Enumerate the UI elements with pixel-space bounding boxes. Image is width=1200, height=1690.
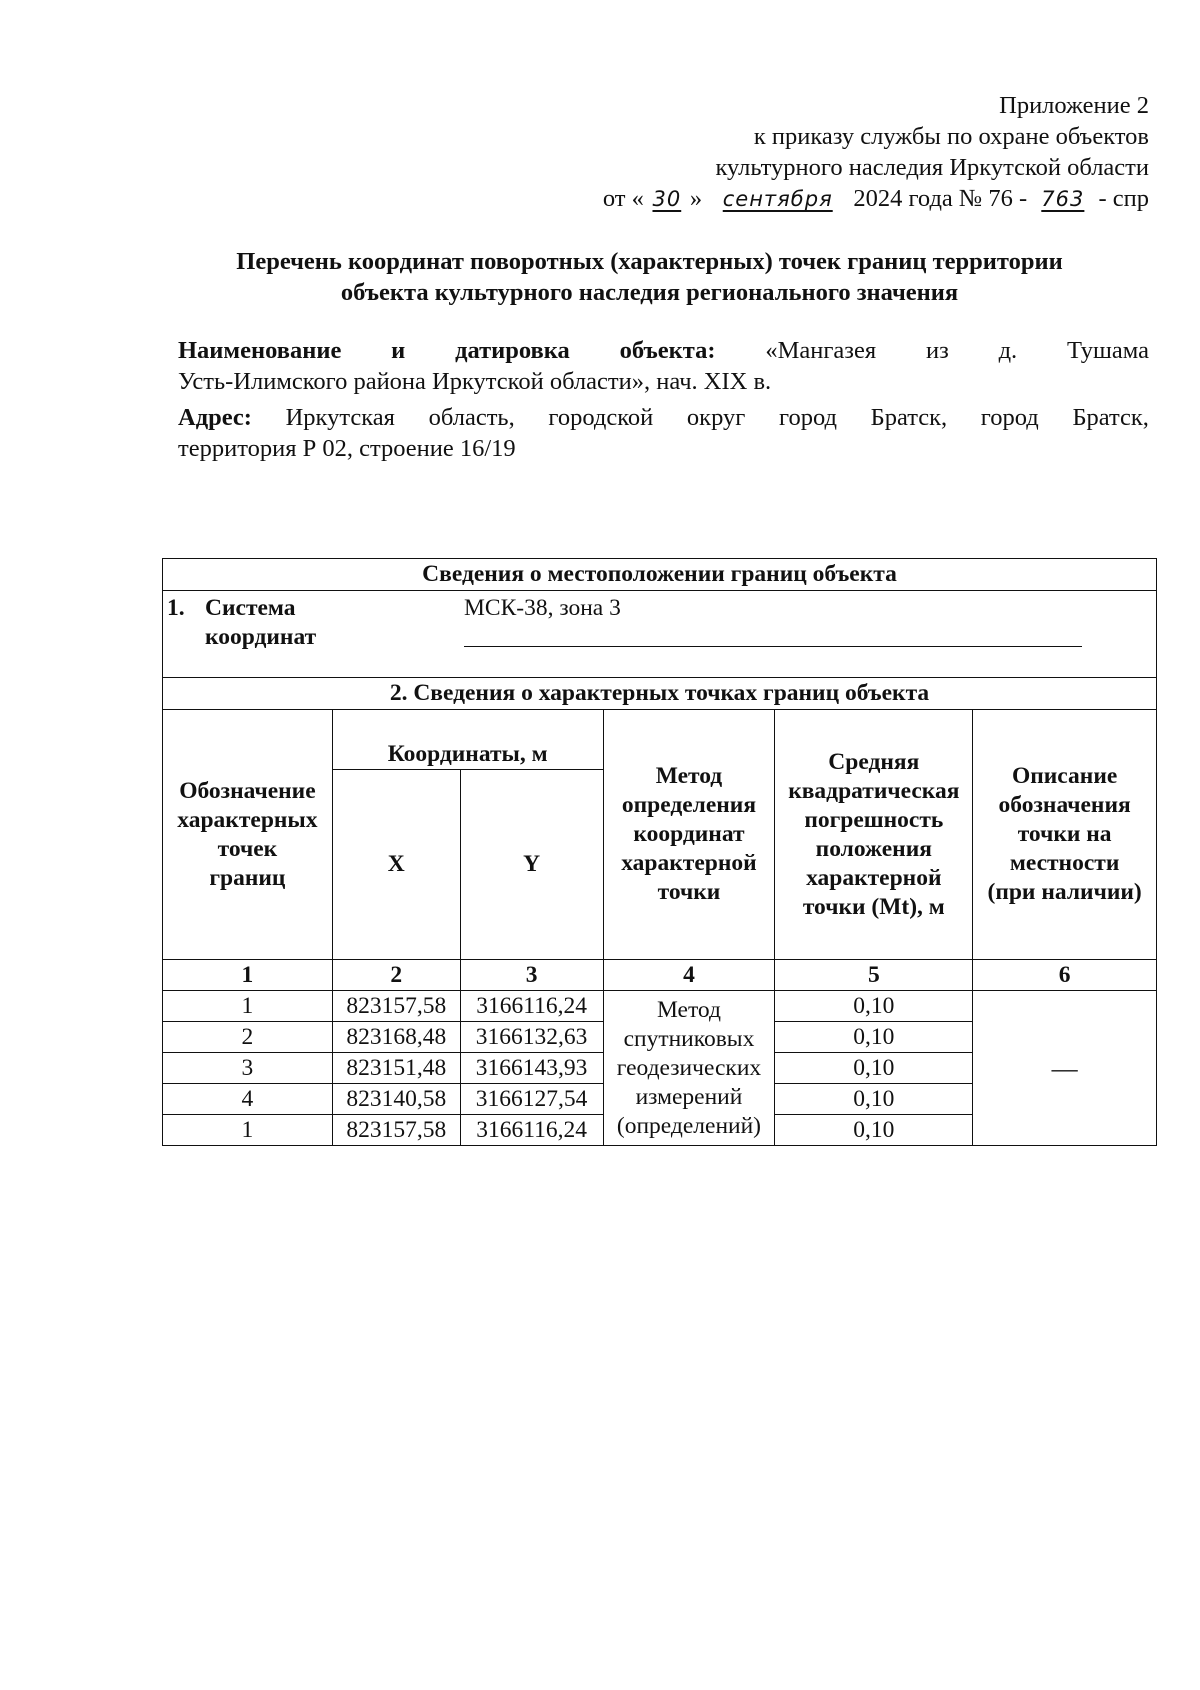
address-line-1: Адрес: Иркутская область, городской округ город Братск, город Братск, (178, 404, 1149, 431)
address-label: Адрес: (178, 404, 252, 431)
appendix-line-order: к приказу службы по охране объектов (753, 123, 1149, 150)
col-header-error: Средняя квадратическая погрешность положения характерной точки (Mt), м (775, 710, 973, 960)
mt-value: 0,10 (775, 1053, 973, 1084)
section-title: Сведения о местоположении границ объекта (163, 559, 1157, 591)
coord-y: 3166132,63 (460, 1022, 603, 1053)
point-id: 3 (163, 1053, 333, 1084)
handwritten-order-number: 763 (1041, 187, 1085, 211)
coordinate-system-value: МСК-38, зона 3 (464, 595, 621, 621)
points-title-row (163, 678, 1157, 710)
col-number: 3 (460, 960, 603, 991)
appendix-title: Приложение 2 (999, 92, 1149, 119)
table-row (163, 991, 1157, 1022)
coordinates-table (162, 558, 1157, 1146)
coord-x: 823140,58 (332, 1084, 460, 1115)
mt-value: 0,10 (775, 1115, 973, 1146)
coord-y: 3166127,54 (460, 1084, 603, 1115)
mt-value: 0,10 (775, 1084, 973, 1115)
object-name-paragraph (178, 335, 1149, 397)
col-number: 1 (163, 960, 333, 991)
appendix-date-line: от « 30 » сентября 2024 года № 76 - 763 - спр (603, 183, 1149, 215)
description-cell: — (973, 991, 1157, 1146)
col-number: 6 (973, 960, 1157, 991)
col-header-description: Описание обозначения точки на местности (при наличии) (973, 710, 1157, 960)
col-number: 2 (332, 960, 460, 991)
coordinate-system-number: 1. (167, 595, 185, 621)
coord-x: 823151,48 (332, 1053, 460, 1084)
point-id: 2 (163, 1022, 333, 1053)
address-line-2: территория Р 02, строение 16/19 (178, 435, 516, 462)
mt-value: 0,10 (775, 991, 973, 1022)
title-line-1: Перечень координат поворотных (характерных) точек границ территории (236, 248, 1063, 275)
coord-y: 3166143,93 (460, 1053, 603, 1084)
coordinate-system-row (163, 591, 1157, 678)
point-id: 4 (163, 1084, 333, 1115)
points-title: 2. Сведения о характерных точках границ объекта (163, 678, 1157, 710)
column-numbers-row (163, 960, 1157, 991)
method-cell: Метод спутниковых геодезических измерений (определений) (603, 991, 775, 1146)
point-id: 1 (163, 1115, 333, 1146)
object-name-line-1: Наименование и датировка объекта: «Мангазея из д. Тушама (178, 337, 1149, 364)
handwritten-day: 30 (652, 187, 682, 211)
coordinate-system-label: Система координат (205, 595, 317, 650)
document-title (150, 246, 1149, 308)
object-info (178, 335, 1149, 469)
col-header-coordinates: Координаты, м (332, 710, 603, 770)
appendix-header (603, 90, 1149, 215)
col-header-y: Y (460, 770, 603, 960)
col-header-x: X (332, 770, 460, 960)
point-id: 1 (163, 991, 333, 1022)
appendix-line-service: культурного наследия Иркутской области (715, 154, 1149, 181)
coord-x: 823168,48 (332, 1022, 460, 1053)
coordinate-system-underline (464, 646, 1082, 647)
coord-y: 3166116,24 (460, 1115, 603, 1146)
section-title-row (163, 559, 1157, 591)
handwritten-month: сентября (722, 187, 833, 211)
address-paragraph (178, 402, 1149, 464)
title-line-2: объекта культурного наследия регионального значения (340, 279, 959, 306)
col-number: 4 (603, 960, 775, 991)
col-header-point: Обозначение характерных точек границ (163, 710, 333, 960)
coord-y: 3166116,24 (460, 991, 603, 1022)
coord-x: 823157,58 (332, 991, 460, 1022)
header-row-1 (163, 710, 1157, 770)
object-name-line-2: Усть-Илимского района Иркутской области», нач. XIX в. (178, 368, 772, 395)
coord-x: 823157,58 (332, 1115, 460, 1146)
coordinate-system-cell (163, 591, 1157, 678)
mt-value: 0,10 (775, 1022, 973, 1053)
col-number: 5 (775, 960, 973, 991)
col-header-method: Метод определения координат характерной точки (603, 710, 775, 960)
